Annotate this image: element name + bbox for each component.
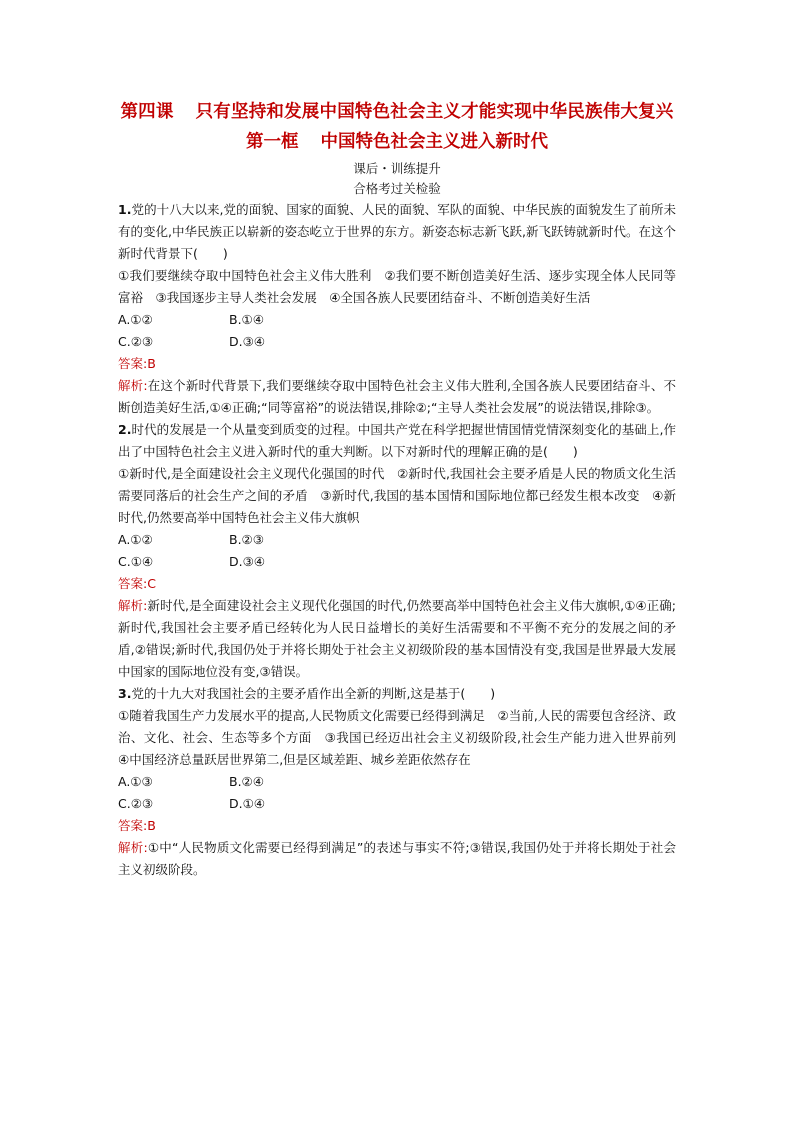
analysis-label: 解析: <box>118 378 148 393</box>
lesson-title <box>118 98 676 126</box>
option-d: D.③④ <box>229 334 266 349</box>
document-page <box>118 98 689 881</box>
lesson-title-text: 只有坚持和发展中国特色社会主义才能实现中华民族伟大复兴 <box>195 102 674 122</box>
option-c: C.②③ <box>118 334 154 349</box>
analysis <box>118 595 676 683</box>
option-a: A.①② <box>118 532 153 547</box>
question-1 <box>118 199 676 419</box>
options-row <box>118 331 676 353</box>
option-b: B.①④ <box>229 312 264 327</box>
option-a: A.①③ <box>118 774 153 789</box>
option-d: D.①④ <box>229 796 266 811</box>
question-items: ①新时代,是全面建设社会主义现代化强国的时代 ②新时代,我国社会主要矛盾是人民的物质文化生活需要同落后的社会生产之间的矛盾 ③新时代,我国的基本国情和国际地位都已经发生根本改变 ④新时代,仍然要高举中国特色社会主义伟大旗帜 <box>118 466 676 525</box>
question-stem <box>118 419 676 463</box>
analysis <box>118 837 676 881</box>
section-level: 合格考过关检验 <box>353 181 441 196</box>
question-2 <box>118 419 676 683</box>
option-d: D.③④ <box>229 554 266 569</box>
answer-label: 答案: <box>118 576 148 591</box>
options-row <box>118 793 676 815</box>
lesson-number: 第四课 <box>120 102 174 122</box>
analysis-label: 解析: <box>118 598 148 613</box>
analysis-text: ①中“人民物质文化需要已经得到满足”的表述与事实不符;③错误,我国仍处于并将长期处于社会主义初级阶段。 <box>118 840 676 877</box>
question-items: ①我们要继续夺取中国特色社会主义伟大胜利 ②我们要不断创造美好生活、逐步实现全体人民同等富裕 ③我国逐步主导人类社会发展 ④全国各族人民要团结奋斗、不断创造美好生活 <box>118 268 676 305</box>
options-row <box>118 771 676 793</box>
question-stem <box>118 199 676 265</box>
frame-title-text: 中国特色社会主义进入新时代 <box>320 132 548 152</box>
frame-title <box>118 127 676 157</box>
analysis <box>118 375 676 419</box>
analysis-text: 新时代,是全面建设社会主义现代化强国的时代,仍然要高举中国特色社会主义伟大旗帜,①④正确;新时代,我国社会主要矛盾已经转化为人民日益增长的美好生活需要和不平衡不充分的发展之间的矛盾,②错误;新时代,我国仍处于并将长期处于社会主义初级阶段的基本国情没有变,我国是世界最大发展中国家的国际地位没有变,③错误。 <box>118 598 676 679</box>
question-text: 党的十八大以来,党的面貌、国家的面貌、人民的面貌、军队的面貌、中华民族的面貌发生了前所未有的变化,中华民族正以崭新的姿态屹立于世界的东方。新姿态标志新飞跃,新飞跃铸就新时代。在这个新时代背景下( ) <box>118 202 676 261</box>
answer-line <box>118 353 676 375</box>
option-a: A.①② <box>118 312 153 327</box>
option-c: C.①④ <box>118 554 154 569</box>
question-number: 2. <box>118 422 132 437</box>
analysis-label: 解析: <box>118 840 148 855</box>
option-b: B.②③ <box>229 532 264 547</box>
question-text: 时代的发展是一个从量变到质变的过程。中国共产党在科学把握世情国情党情深刻变化的基础上,作出了中国特色社会主义进入新时代的重大判断。以下对新时代的理解正确的是( ) <box>118 422 676 459</box>
answer-value: B <box>147 818 156 833</box>
options-row <box>118 309 676 331</box>
answer-value: B <box>147 356 156 371</box>
question-text: 党的十九大对我国社会的主要矛盾作出全新的判断,这是基于( ) <box>131 686 496 701</box>
answer-value: C <box>147 576 156 591</box>
answer-line <box>118 573 676 595</box>
analysis-text: 在这个新时代背景下,我们要继续夺取中国特色社会主义伟大胜利,全国各族人民要团结奋斗、不断创造美好生活,①④正确;“同等富裕”的说法错误,排除②;“主导人类社会发展”的说法错误,排除③。 <box>118 378 677 415</box>
answer-label: 答案: <box>118 356 148 371</box>
answer-label: 答案: <box>118 818 148 833</box>
question-number: 1. <box>118 202 132 217</box>
question-items: ①随着我国生产力发展水平的提高,人民物质文化需要已经得到满足 ②当前,人民的需要包含经济、政治、文化、社会、生态等多个方面 ③我国已经迈出社会主义初级阶段,社会生产能力进入世界前列 ④中国经济总量跃居世界第二,但是区域差距、城乡差距依然存在 <box>118 708 689 767</box>
option-b: B.②④ <box>229 774 264 789</box>
option-c: C.②③ <box>118 796 154 811</box>
frame-number: 第一框 <box>246 132 299 152</box>
options-row <box>118 551 676 573</box>
section-subtitle: 课后・训练提升 <box>353 161 441 176</box>
question-number: 3. <box>118 686 132 701</box>
options-row <box>118 529 676 551</box>
question-3 <box>118 683 689 881</box>
answer-line <box>118 815 676 837</box>
question-stem <box>118 683 676 705</box>
